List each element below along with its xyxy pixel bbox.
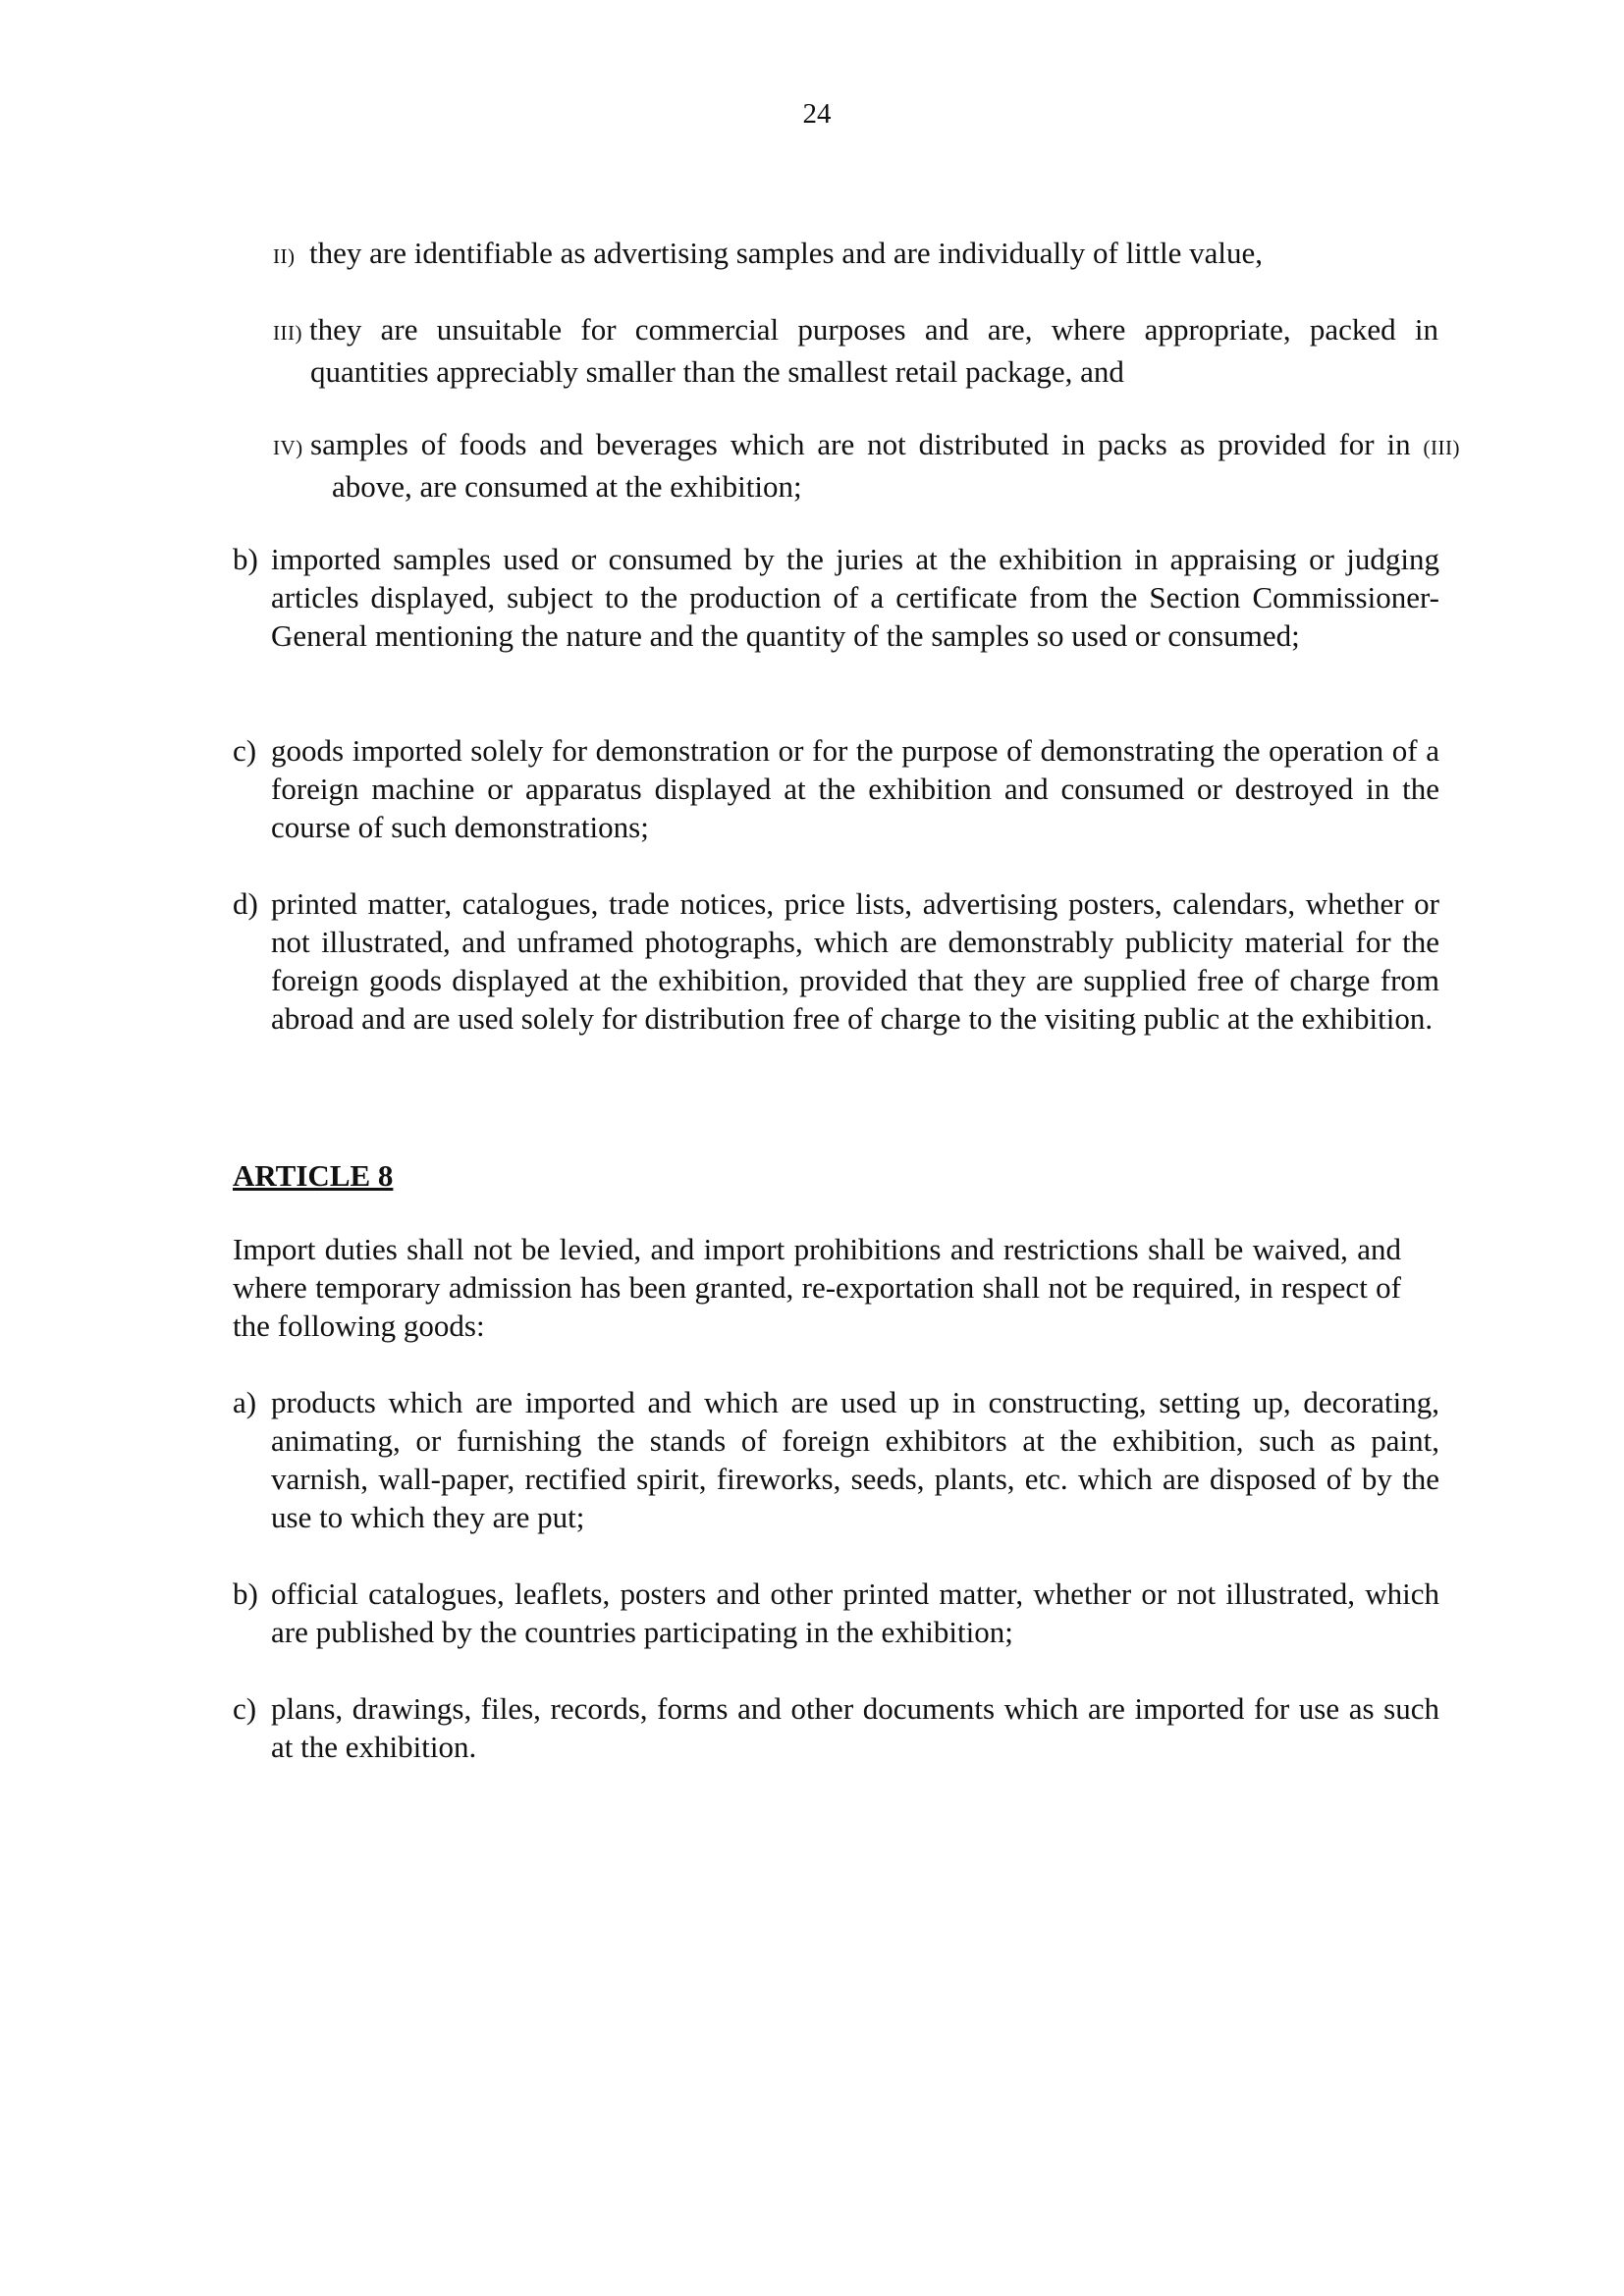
list-label: c) xyxy=(233,733,257,768)
list-item-c xyxy=(233,731,1439,846)
inline-reference: (III) xyxy=(1423,436,1460,459)
roman-item-iii xyxy=(273,310,1438,391)
roman-label: II) xyxy=(273,244,296,268)
article-item-a xyxy=(233,1383,1439,1536)
list-label: a) xyxy=(233,1385,257,1419)
list-item-b xyxy=(233,540,1439,655)
list-text: printed matter, catalogues, trade notices, price lists, advertising posters, calendars, whether or not illustrated, and unframed photographs, which are demonstrably publicity material for the foreign goods displayed at the exhibition, provided that they are supplied free of charge from abroad and are used solely for distribution free of charge to the visiting public at the exhibition. xyxy=(271,886,1439,1036)
list-label: b) xyxy=(233,1576,258,1611)
article-heading: ARTICLE 8 xyxy=(233,1158,394,1193)
roman-text: samples of foods and beverages which are not distributed in packs as provided for in xyxy=(310,427,1411,461)
roman-item-ii xyxy=(273,234,1438,276)
roman-text-after: above, are consumed at the exhibition; xyxy=(332,469,802,504)
roman-text: they are identifiable as advertising samples and are individually of little value, xyxy=(309,236,1264,270)
list-text: official catalogues, leaflets, posters and other printed matter, whether or not illustrated, which are published by the countries participating in the exhibition; xyxy=(271,1576,1439,1649)
list-text: imported samples used or consumed by the juries at the exhibition in appraising or judging articles displayed, subject to the production of a certificate from the Section Commissioner-General mentioning the nature and the quantity of the samples so used or consumed; xyxy=(271,542,1439,653)
roman-item-iv xyxy=(273,425,1460,506)
article-intro: Import duties shall not be levied, and import prohibitions and restrictions shall be waived, and where temporary admission has been granted, re-exportation shall not be required, in respect of the following goods: xyxy=(233,1232,1401,1343)
article-item-c xyxy=(233,1689,1439,1766)
roman-label: III) xyxy=(273,321,302,345)
roman-label: IV) xyxy=(273,436,303,459)
article-item-b xyxy=(233,1575,1439,1651)
list-text: goods imported solely for demonstration or for the purpose of demonstrating the operation of a foreign machine or apparatus displayed at the exhibition and consumed or destroyed in the course of such demonstrations; xyxy=(271,733,1439,844)
list-text: products which are imported and which are used up in constructing, setting up, decorating, animating, or furnishing the stands of foreign exhibitors at the exhibition, such as paint, varnish, wall-paper, rectified spirit, fireworks, seeds, plants, etc. which are disposed of by the use to which they are put; xyxy=(271,1385,1439,1534)
roman-text: they are unsuitable for commercial purposes and are, where appropriate, packed in quantities appreciably smaller than the smallest retail package, and xyxy=(309,312,1438,389)
list-label: d) xyxy=(233,886,258,921)
list-text: plans, drawings, files, records, forms and other documents which are imported for use as such at the exhibition. xyxy=(271,1691,1439,1764)
list-item-d xyxy=(233,884,1439,1038)
list-label: b) xyxy=(233,542,258,576)
page-number: 24 xyxy=(802,98,832,130)
list-label: c) xyxy=(233,1691,257,1726)
